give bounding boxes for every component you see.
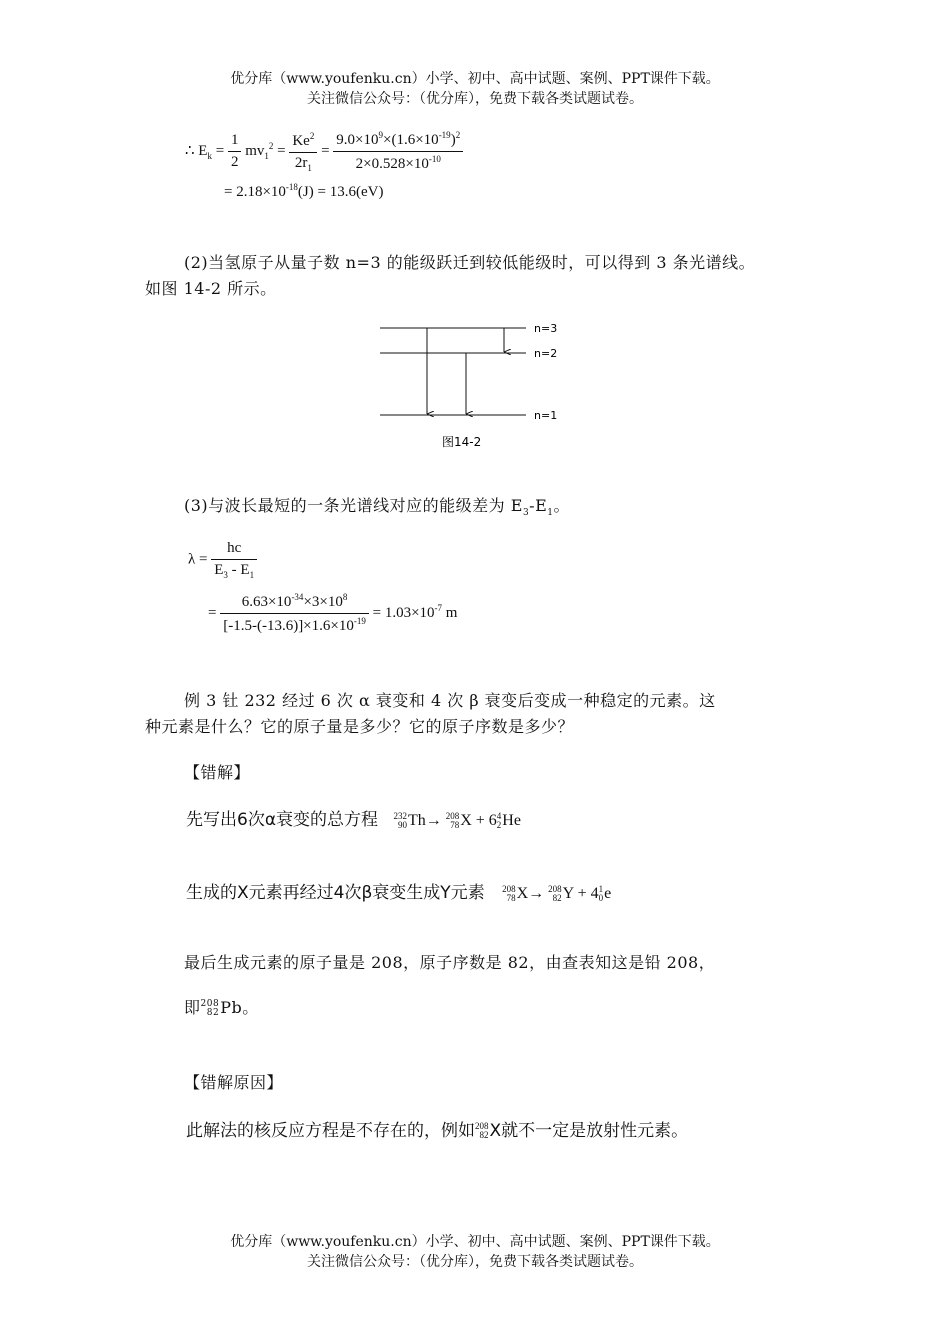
- energy-level-diagram: [370, 315, 570, 455]
- wrong-solution-title: 【错解】: [184, 763, 251, 782]
- level-n3-label: n=3: [534, 322, 558, 335]
- level-n1-label: n=1: [534, 409, 558, 422]
- lead-symbol-line: 即 208 82 Pb。: [184, 998, 259, 1018]
- kinetic-energy-equation: ∴ $E_k$ = $\frac{1}{2}$ $mv_1^2$ = $\frac{Ke^2}{2r_1}$ = $\frac{9.0\times 10^9\times(1.6\times 10^{-19})^2}{2\times 0.528\times 10^{-10}}$: [185, 130, 463, 173]
- paragraph-2-line-1: (2)当氢原子从量子数 n=3 的能级跃迁到较低能级时，可以得到 3 条光谱线。: [184, 253, 756, 272]
- figure-caption: 图14-2: [442, 435, 482, 449]
- footer-line-1: 优分库（www.youfenku.cn）小学、初中、高中试题、案例、PPT课件下载。: [230, 1234, 720, 1250]
- wrong-solution-conclusion: 最后生成元素的原子量是 208，原子序数是 82，由查表知这是铅 208，: [184, 953, 716, 972]
- header-line-2: 关注微信公众号：（优分库），免费下载各类试题试卷。: [307, 91, 643, 107]
- header-line-1: 优分库（www.youfenku.cn）小学、初中、高中试题、案例、PPT课件下载。: [230, 71, 720, 87]
- alpha-decay-equation: 先写出6次α衰变的总方程 232 90 Th→ 208 78 X + 6 4 2 He: [186, 810, 521, 831]
- kinetic-energy-result: = $2.18\times 10^{-18}(J) = 13.6(eV)$: [224, 182, 384, 200]
- beta-decay-equation: 生成的X元素再经过4次β衰变生成Y元素 208 78 X→ 208 82 Y + 4 1 0 e: [186, 883, 612, 904]
- paragraph-2-line-2: 如图 14-2 所示。: [145, 279, 277, 298]
- wrong-reason-text: 此解法的核反应方程是不存在的，例如 208 82 X就不一定是放射性元素。: [186, 1121, 689, 1141]
- paragraph-3: (3)与波长最短的一条光谱线对应的能级差为 $E_3-E_1$。: [184, 496, 571, 519]
- level-n2-label: n=2: [534, 347, 558, 360]
- example-3-line-1: 例 3 钍 232 经过 6 次 α 衰变和 4 次 β 衰变后变成一种稳定的元素。这: [184, 691, 716, 710]
- example-3-line-2: 种元素是什么？它的原子量是多少？它的原子序数是多少？: [145, 717, 575, 736]
- wavelength-equation: λ = $\frac{hc}{E_3 - E_1}$: [188, 540, 257, 580]
- footer-line-2: 关注微信公众号：（优分库），免费下载各类试题试卷。: [307, 1254, 643, 1270]
- wrong-reason-title: 【错解原因】: [184, 1073, 284, 1092]
- wavelength-result: = $\frac{6.63\times 10^{-34}\times 3\times 10^8}{[-1.5-(-13.6)]\times 1.6\times 10^{-19}}$ = $1.03\times 10^{-7}$ m: [208, 592, 458, 634]
